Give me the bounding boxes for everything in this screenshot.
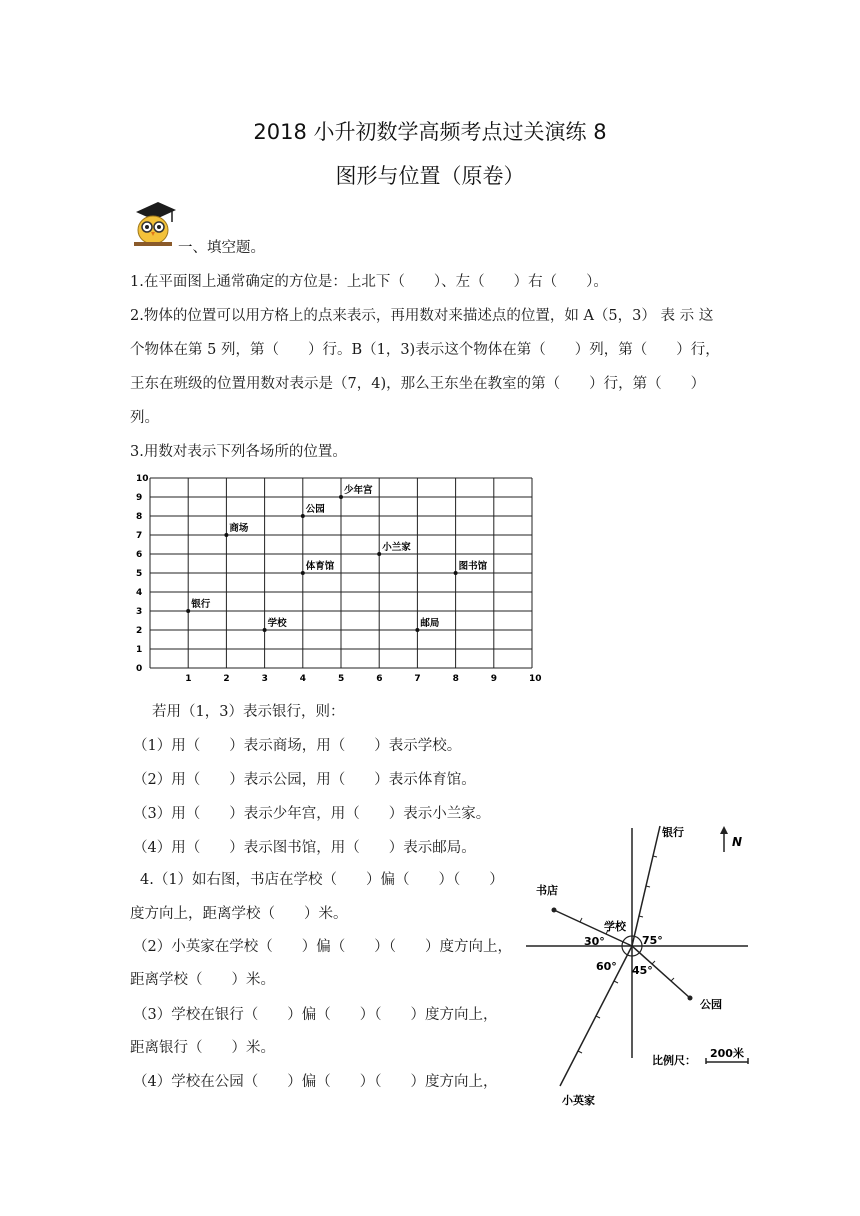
- question-1: 1.在平面图上通常确定的方位是：上北下（ ）、左（ ）右（ ）。: [130, 274, 608, 290]
- document-subtitle: 图形与位置（原卷）: [335, 164, 525, 188]
- place-point: [263, 628, 267, 632]
- x-tick-label: 10: [529, 674, 542, 684]
- x-tick-label: 6: [376, 674, 383, 684]
- x-tick-label: 9: [490, 674, 498, 684]
- map-label-park: 公园: [700, 998, 722, 1011]
- question-4-2a: （2）小英家在学校（ ）偏（ ）（ ）度方向上，: [133, 939, 512, 955]
- place-label: 学校: [267, 618, 287, 629]
- question-4-1b: 度方向上，距离学校（ ）米。: [130, 906, 348, 922]
- place-point: [454, 571, 458, 575]
- question-2-line-4: 列。: [130, 410, 159, 426]
- x-tick-label: 8: [452, 674, 459, 684]
- document-title: 2018 小升初数学高频考点过关演练 8: [253, 120, 607, 144]
- place-point: [301, 571, 305, 575]
- map-label-xiaoying: 小英家: [562, 1094, 595, 1107]
- y-tick-label: 3: [136, 607, 143, 617]
- question-4-2b: 距离学校（ ）米。: [130, 972, 275, 988]
- x-tick-label: 2: [223, 674, 230, 684]
- direction-map: [520, 818, 760, 1114]
- place-point: [224, 533, 228, 537]
- angle-45-label: 45°: [632, 964, 653, 977]
- question-4-3a: （3）学校在银行（ ）偏（ ）（ ）度方向上，: [133, 1007, 498, 1023]
- place-point: [339, 495, 343, 499]
- y-tick-label: 1: [136, 645, 143, 655]
- place-label: 公园: [305, 504, 325, 515]
- place-label: 邮局: [420, 618, 440, 629]
- place-label: 小兰家: [382, 542, 411, 553]
- coordinate-grid: [128, 468, 548, 688]
- angle-75-label: 75°: [642, 934, 663, 947]
- place-label: 商场: [229, 523, 249, 534]
- section-heading: 一、填空题。: [178, 240, 265, 256]
- y-tick-label: 2: [136, 626, 143, 636]
- question-2-line-1: 2.物体的位置可以用方格上的点来表示，再用数对来描述点的位置，如 A（5，3） 表 示 这: [130, 308, 714, 324]
- scale-label: 比例尺：: [652, 1054, 696, 1067]
- question-3-intro: 若用（1，3）表示银行，则：: [152, 704, 345, 720]
- place-point: [415, 628, 419, 632]
- x-tick-label: 4: [299, 674, 307, 684]
- north-label: N: [732, 835, 743, 849]
- question-2-line-2: 个物体在第 5 列，第（ ）行。B（1，3)表示这个物体在第（ ）列，第（ ）行，: [130, 342, 720, 358]
- place-point: [377, 552, 381, 556]
- y-tick-label: 9: [136, 493, 143, 503]
- x-tick-label: 3: [261, 674, 268, 684]
- place-label: 银行: [191, 599, 211, 610]
- map-label-bookstore: 书店: [536, 884, 558, 897]
- owl-mascot-icon: [128, 198, 178, 248]
- angle-60-label: 60°: [596, 960, 617, 973]
- y-tick-label: 8: [136, 512, 143, 522]
- question-3-3: （3）用（ ）表示少年宫，用（ ）表示小兰家。: [133, 806, 491, 822]
- place-label: 少年宫: [344, 485, 373, 496]
- question-3-4: （4）用（ ）表示图书馆，用（ ）表示邮局。: [133, 840, 476, 856]
- place-point: [186, 609, 190, 613]
- y-tick-label: 4: [136, 588, 143, 598]
- question-4-1a: 4.（1）如右图，书店在学校（ ）偏（ ）（ ）: [140, 872, 504, 888]
- question-4-3b: 距离银行（ ）米。: [130, 1040, 275, 1056]
- x-tick-label: 7: [414, 674, 421, 684]
- question-3: 3.用数对表示下列各场所的位置。: [130, 444, 347, 460]
- y-tick-label: 5: [136, 569, 143, 579]
- place-label: 图书馆: [458, 561, 488, 572]
- map-label-school: 学校: [604, 920, 626, 933]
- place-label: 体育馆: [305, 561, 335, 572]
- y-tick-label: 6: [136, 550, 143, 560]
- angle-30-label: 30°: [584, 935, 605, 948]
- question-4-4a: （4）学校在公园（ ）偏（ ）（ ）度方向上，: [133, 1074, 498, 1090]
- question-3-2: （2）用（ ）表示公园，用（ ）表示体育馆。: [133, 772, 476, 788]
- question-3-1: （1）用（ ）表示商场，用（ ）表示学校。: [133, 738, 462, 754]
- x-tick-label: 5: [338, 674, 345, 684]
- y-tick-label: 0: [136, 664, 143, 674]
- x-tick-label: 1: [185, 674, 192, 684]
- question-2-line-3: 王东在班级的位置用数对表示是（7，4)，那么王东坐在教室的第（ ）行，第（ ）: [130, 376, 706, 392]
- map-label-bank: 银行: [662, 826, 684, 839]
- place-point: [301, 514, 305, 518]
- y-tick-label: 7: [136, 531, 143, 541]
- scale-value: 200米: [710, 1047, 744, 1060]
- y-tick-label: 10: [136, 474, 149, 484]
